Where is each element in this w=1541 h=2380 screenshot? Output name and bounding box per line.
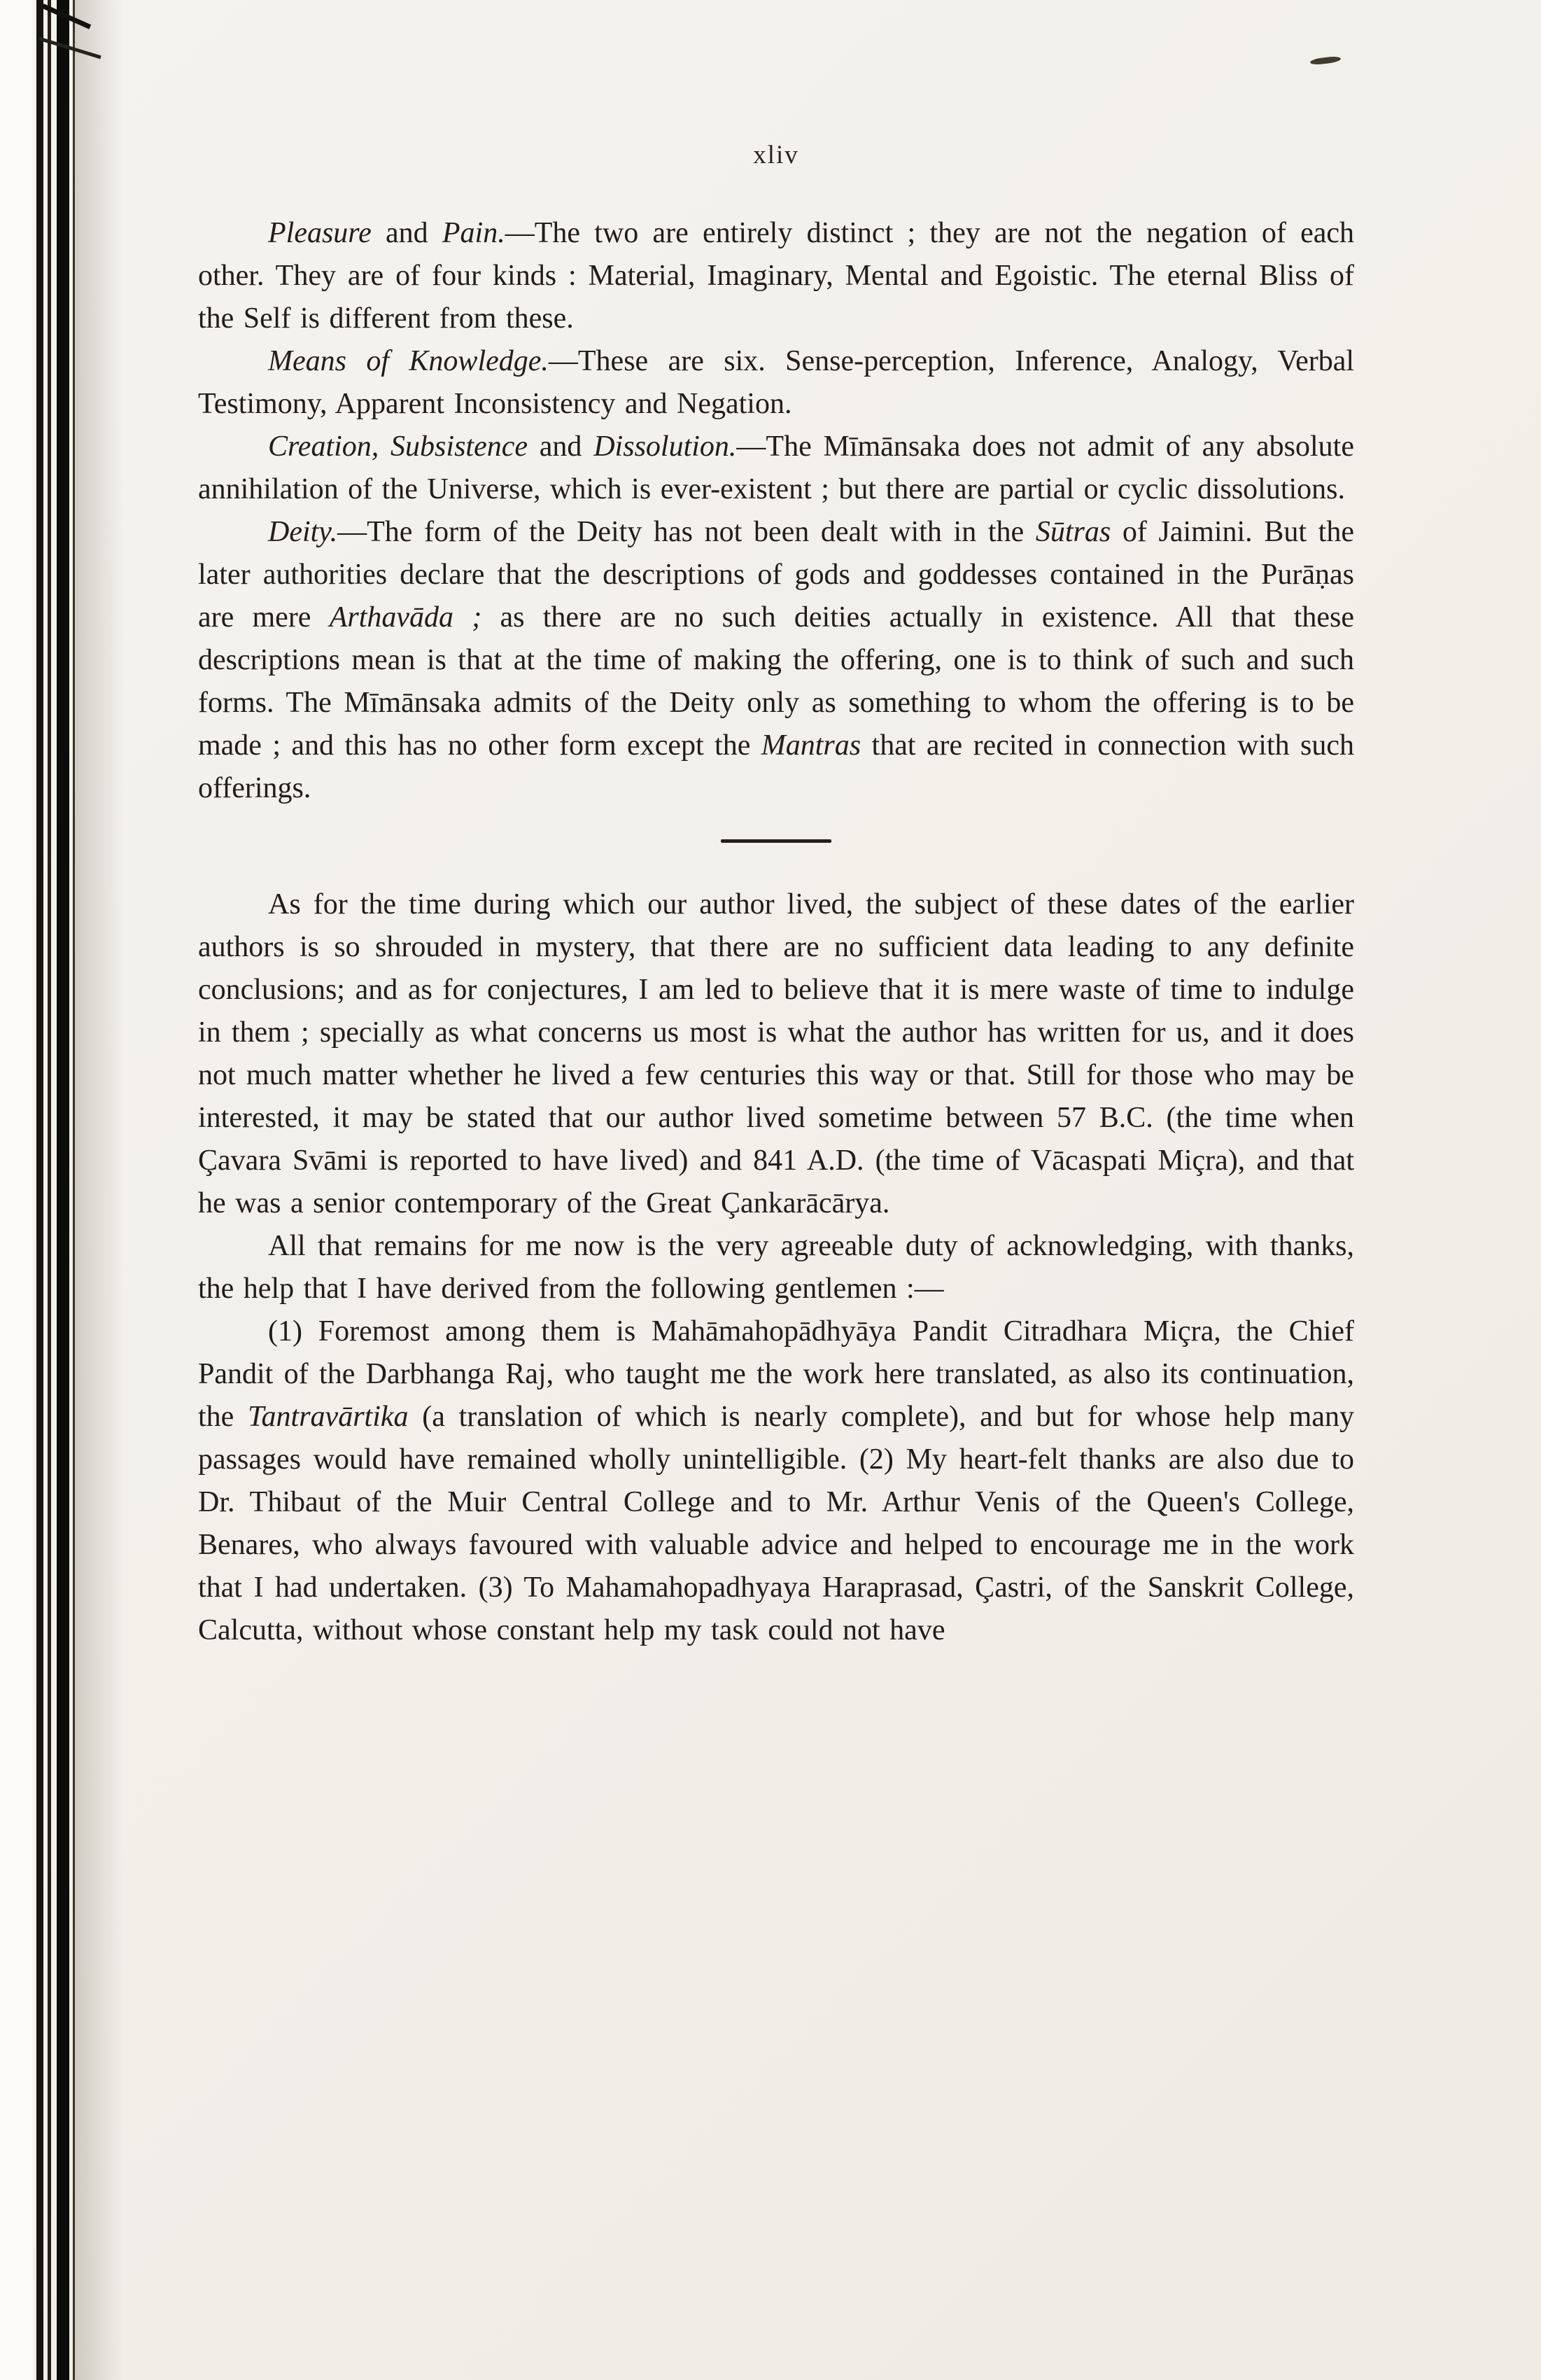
text-segment: and <box>371 217 442 249</box>
text-segment: that are recited in connection with such offerings. <box>198 729 1354 804</box>
text-segment-italic: Sūtras <box>1035 516 1111 548</box>
text-segment: —These are six. Sense-perception, Inference, Analogy, Verbal Testimony, Apparent Inconsistency and Negation. <box>198 345 1355 420</box>
text-segment: —The two are entirely distinct ; they are not the negation of each other. They are of four kinds : Material, Imaginary, Mental and Egoistic. The eternal Bliss of the Self is different from these. <box>198 217 1354 335</box>
text-segment-italic: Mantras <box>761 729 861 762</box>
text-segment-italic: Creation, Subsistence <box>268 430 528 463</box>
scan-artifact <box>1310 55 1342 65</box>
text-segment: As for the time during which our author lived, the subject of these dates of the earlier authors is so shrouded in mystery, that there are no sufficient data leading to any definite conclusions; and as for conjectures, I am led to believe that it is mere waste of time to indulge in them ; specially as what concerns us most is what the author has written for us, and it does not much matter whether he lived a few centuries this way or that. Still for those who may be interested, it may be stated that our author lived sometime between 57 B.C. (the time when Çavara Svāmi is reported to have lived) and 841 A.D. (the time of Vācaspati Miçra), and that he was a senior contemporary of the Great Çankarācārya. <box>198 888 1354 1219</box>
binding-line <box>48 0 51 2380</box>
text-segment-italic: Pleasure <box>268 217 372 249</box>
text-block <box>198 212 1354 1652</box>
text-segment: All that remains for me now is the very agreeable duty of acknowledging, with thanks, the help that I have derived from the following gentlemen :— <box>198 1230 1354 1305</box>
text-segment-italic: Tantravārtika <box>248 1401 409 1433</box>
paragraph <box>198 212 1354 340</box>
binding-line <box>57 0 69 2380</box>
paragraph <box>198 511 1354 810</box>
section-divider <box>721 839 831 843</box>
text-segment-italic: Pain. <box>442 217 505 249</box>
text-segment: of Jaimini. But the later authorities declare that the descriptions of gods and goddesses contained in the Purāṇas are mere <box>198 516 1354 634</box>
binding-line <box>36 0 43 2380</box>
page-content <box>198 140 1354 1652</box>
paragraph <box>198 1310 1354 1652</box>
page-number: xliv <box>753 141 799 169</box>
text-segment-italic: Arthavāda ; <box>329 601 482 634</box>
text-segment-italic: Dissolution. <box>593 430 737 463</box>
paragraph <box>198 883 1354 1225</box>
text-segment: (1) Foremost among them is Mahāmahopādhyāya Pandit Citradhara Miçra, the Chief Pandit of the Darbhanga Raj, who taught me the work here translated, as also its continuation, the <box>198 1315 1354 1433</box>
text-segment: —The Mīmānsaka does not admit of any absolute annihilation of the Universe, which is ever-existent ; but there are partial or cyclic dissolutions. <box>198 430 1354 505</box>
text-segment: as there are no such deities actually in existence. All that these descriptions mean is that at the time of making the offering, one is to think of such and such forms. The Mīmānsaka admits of the Deity only as something to whom the offering is to be made ; and this has no other form except the <box>198 601 1354 762</box>
paragraph <box>198 340 1354 426</box>
text-segment: and <box>528 430 594 463</box>
text-segment-italic: Means of Knowledge. <box>268 345 549 377</box>
binding-shadow <box>0 0 119 2380</box>
text-segment: —The form of the Deity has not been dealt with in the <box>337 516 1036 548</box>
gutter-shadow <box>75 0 124 2380</box>
paragraph <box>198 426 1354 511</box>
text-segment: (a translation of which is nearly complete), and but for whose help many passages would have remained wholly unintelligible. (2) My heart-felt thanks are also due to Dr. Thibaut of the Muir Central College and to Mr. Arthur Venis of the Queen's College, Benares, who always favoured with valuable advice and helped to encourage me in the work that I had undertaken. (3) To Mahamahopadhyaya Haraprasad, Çastri, of the Sanskrit College, Calcutta, without whose constant help my task could not have <box>198 1401 1354 1646</box>
paragraph <box>198 1225 1354 1310</box>
text-segment-italic: Deity. <box>268 516 338 548</box>
